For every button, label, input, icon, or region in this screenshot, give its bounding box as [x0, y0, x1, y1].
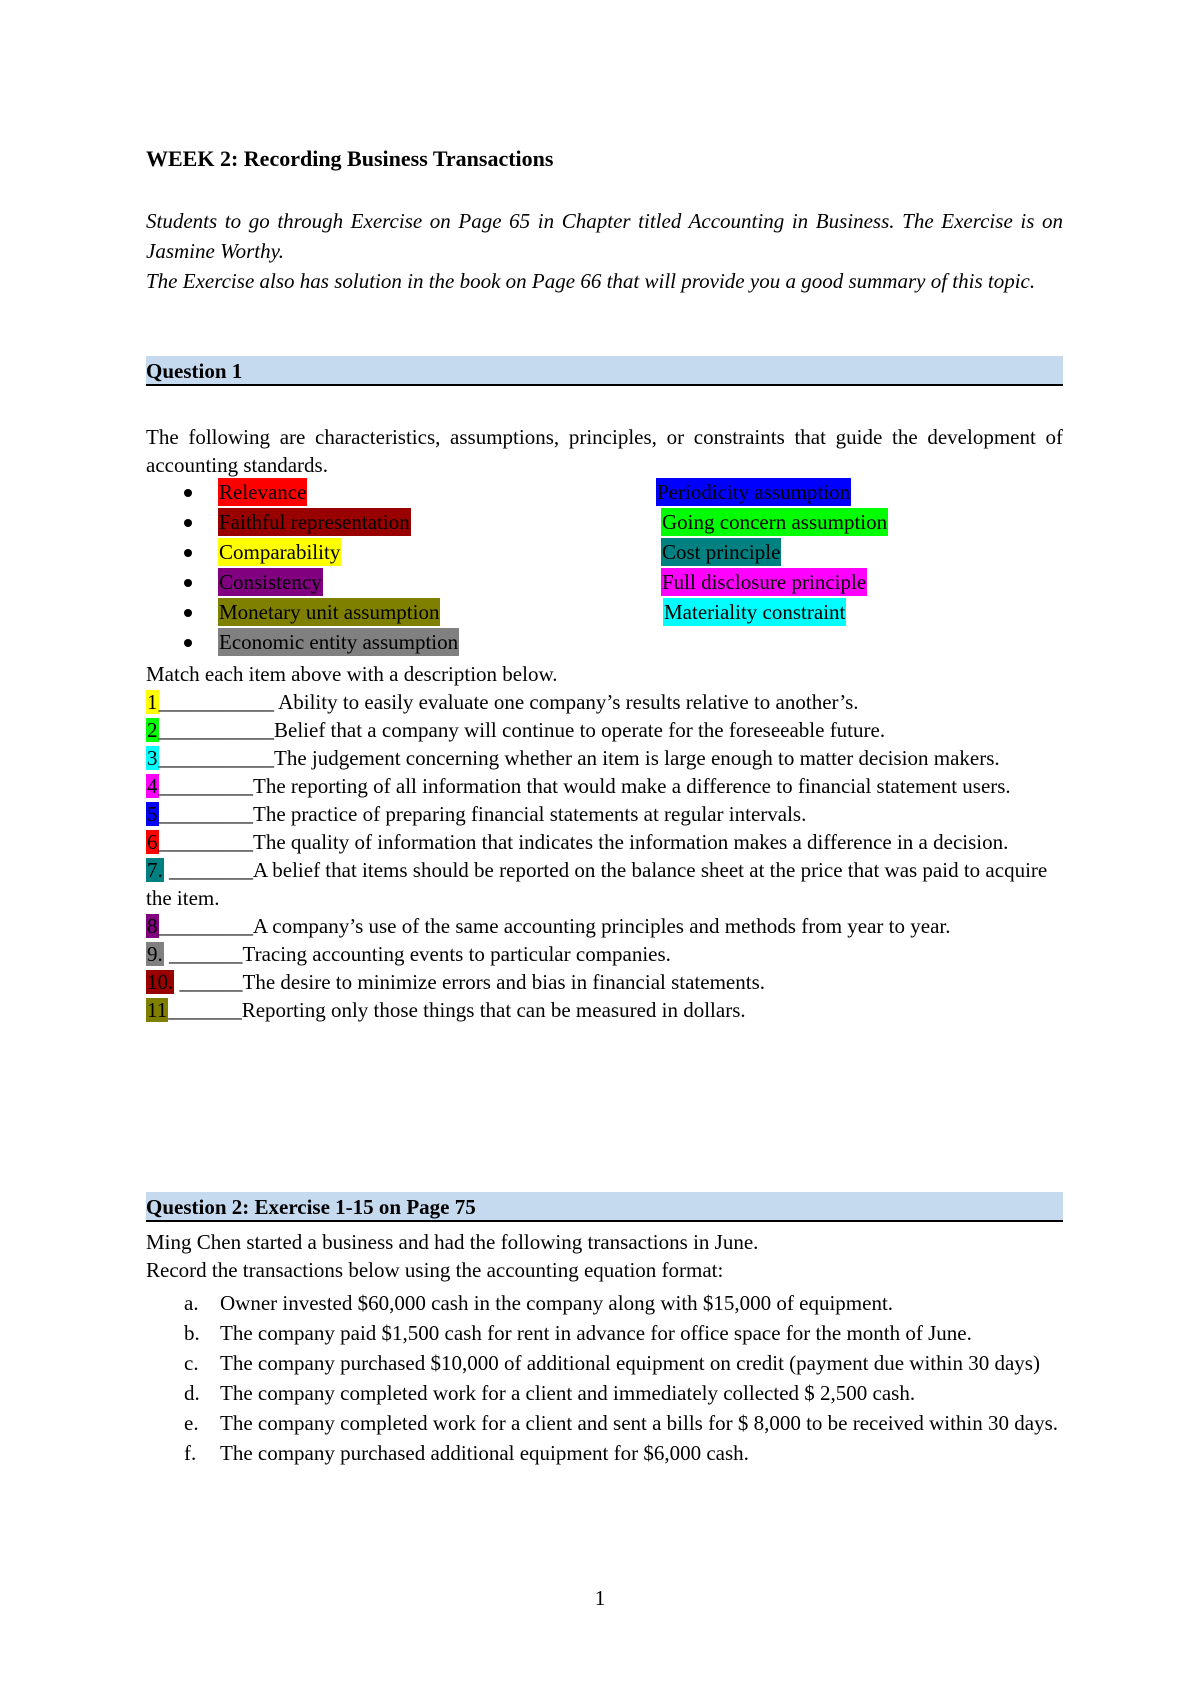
match-item-description: The desire to minimize errors and bias in financial statements. — [242, 970, 765, 994]
match-item-number: 1 — [147, 690, 158, 714]
transaction-letter: e. — [184, 1411, 199, 1435]
concept-item-right: Cost principle — [662, 540, 781, 564]
answer-blank: _______ — [168, 998, 242, 1022]
page-number: 1 — [594, 1586, 606, 1610]
answer-blank: _________ — [158, 802, 253, 826]
question-2-lead-line-1: Ming Chen started a business and had the following transactions in June. — [146, 1230, 759, 1254]
concept-label: Economic entity assumption — [219, 630, 459, 654]
match-item-number: 7. — [147, 858, 163, 882]
question-1-lead: The following are characteristics, assumptions, principles, or constraints that guide the development of accounting standards. — [146, 425, 1063, 477]
transaction-text: Owner invested $60,000 cash in the company along with $15,000 of equipment. — [220, 1291, 894, 1315]
question-1-heading: Question 1 — [146, 356, 1063, 386]
match-item-description: The practice of preparing financial statements at regular intervals. — [253, 802, 807, 826]
match-item — [146, 940, 1063, 968]
question-2-lead — [146, 1228, 1063, 1284]
transaction-text: The company purchased additional equipment for $6,000 cash. — [220, 1441, 749, 1465]
answer-blank: _______ — [163, 942, 243, 966]
transaction-text: The company purchased $10,000 of additional equipment on credit (payment due within 30 days) — [220, 1351, 1040, 1375]
bullet-icon — [184, 579, 192, 587]
transaction-letter: f. — [184, 1441, 197, 1465]
concept-item-right: Going concern assumption — [662, 510, 888, 534]
match-item-number: 6 — [147, 830, 158, 854]
transaction-text: The company completed work for a client and sent a bills for $ 8,000 to be received within 30 days. — [220, 1411, 1059, 1435]
answer-blank: ___________ — [158, 746, 274, 770]
match-item — [146, 828, 1063, 856]
question-2-lead-line-2: Record the transactions below using the accounting equation format: — [146, 1258, 724, 1282]
concept-label: Monetary unit assumption — [219, 600, 440, 624]
bullet-icon — [184, 519, 192, 527]
match-item-description: A company’s use of the same accounting principles and methods from year to year. — [253, 914, 951, 938]
bullet-icon — [184, 549, 192, 557]
answer-blank: _________ — [158, 830, 253, 854]
match-item — [146, 996, 1063, 1024]
bullet-icon — [184, 489, 192, 497]
intro-paragraph-2: The Exercise also has solution in the book on Page 66 that will provide you a good summary of this topic. — [146, 269, 1036, 293]
match-item-number: 4 — [147, 774, 158, 798]
match-item — [146, 688, 1063, 716]
match-item-number: 3 — [147, 746, 158, 770]
concept-label: Consistency — [219, 570, 322, 594]
transaction-item — [146, 1408, 1063, 1438]
match-item — [146, 912, 1063, 940]
match-item-description: The reporting of all information that would make a difference to financial statement users. — [253, 774, 1011, 798]
match-item — [146, 800, 1063, 828]
match-item-number: 11 — [147, 998, 168, 1022]
transaction-letter: c. — [184, 1351, 199, 1375]
match-item-description: Reporting only those things that can be measured in dollars. — [241, 998, 746, 1022]
transaction-letter: b. — [184, 1321, 200, 1345]
match-item-description: A belief that items should be reported on the balance sheet at the price that was paid to acquire the item. — [146, 858, 1048, 910]
match-item-description: Belief that a company will continue to operate for the foreseeable future. — [274, 718, 886, 742]
match-item-description: Ability to easily evaluate one company’s results relative to another’s. — [274, 690, 859, 714]
page-title: WEEK 2: Recording Business Transactions — [146, 146, 554, 171]
match-instructions: Match each item above with a description below. — [146, 662, 558, 686]
intro-text — [146, 206, 1063, 296]
concept-label: Relevance — [219, 480, 307, 504]
transaction-item — [146, 1348, 1063, 1378]
concept-item-right: Periodicity assumption — [657, 480, 851, 504]
concept-label: Faithful representation — [219, 510, 410, 534]
transaction-list — [146, 1288, 1063, 1468]
concept-item-right: Materiality constraint — [664, 600, 846, 624]
transaction-item — [146, 1318, 1063, 1348]
match-item — [146, 744, 1063, 772]
match-item-number: 8 — [147, 914, 158, 938]
match-description-list — [146, 688, 1063, 1024]
bullet-icon — [184, 609, 192, 617]
transaction-letter: a. — [184, 1291, 199, 1315]
transaction-text: The company completed work for a client and immediately collected $ 2,500 cash. — [220, 1381, 916, 1405]
match-item-description: Tracing accounting events to particular companies. — [242, 942, 671, 966]
transaction-text: The company paid $1,500 cash for rent in advance for office space for the month of June. — [220, 1321, 972, 1345]
match-item — [146, 772, 1063, 800]
transaction-item — [146, 1438, 1063, 1468]
match-item-number: 10. — [147, 970, 174, 994]
match-item — [146, 856, 1063, 912]
answer-blank: ______ — [174, 970, 243, 994]
match-item — [146, 716, 1063, 744]
answer-blank: ___________ — [158, 718, 274, 742]
concept-item-right: Full disclosure principle — [662, 570, 867, 594]
concept-label: Comparability — [219, 540, 341, 564]
intro-paragraph-1: Students to go through Exercise on Page 65 in Chapter titled Accounting in Business. The Exercise is on Jasmine Worthy. — [146, 209, 1063, 263]
transaction-letter: d. — [184, 1381, 200, 1405]
match-item-number: 9. — [147, 942, 163, 966]
bullet-icon — [184, 639, 192, 647]
match-item-number: 2 — [147, 718, 158, 742]
match-item — [146, 968, 1063, 996]
answer-blank: ___________ — [158, 690, 274, 714]
match-item-number: 5 — [147, 802, 158, 826]
answer-blank: ________ — [163, 858, 253, 882]
match-item-description: The judgement concerning whether an item is large enough to matter decision makers. — [274, 746, 1000, 770]
transaction-item — [146, 1378, 1063, 1408]
question-2-heading: Question 2: Exercise 1-15 on Page 75 — [146, 1192, 1063, 1222]
answer-blank: _________ — [158, 914, 253, 938]
match-item-description: The quality of information that indicates the information makes a difference in a decision. — [253, 830, 1009, 854]
answer-blank: _________ — [158, 774, 253, 798]
transaction-item — [146, 1288, 1063, 1318]
